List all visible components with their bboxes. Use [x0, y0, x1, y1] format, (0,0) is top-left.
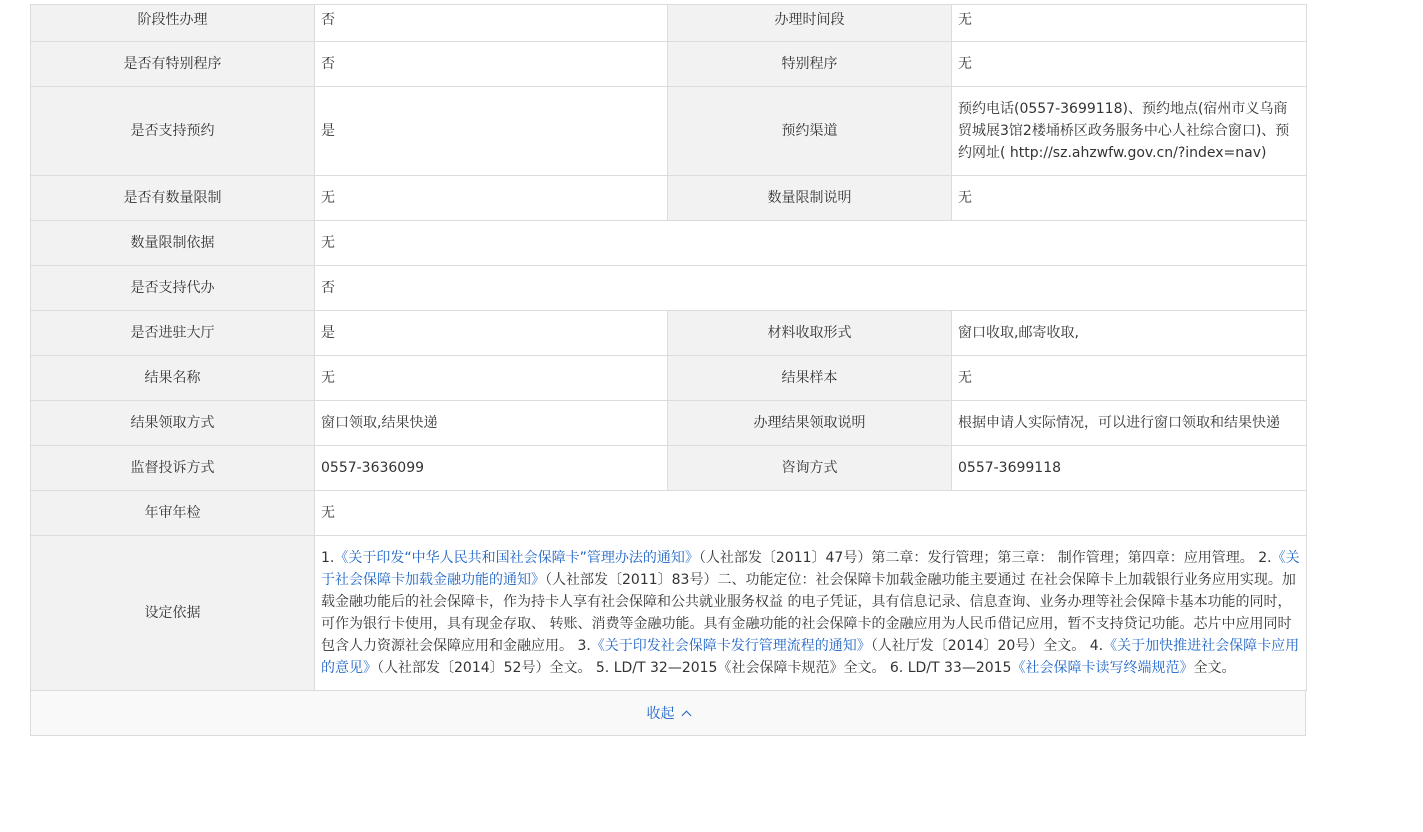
table-row: [31, 266, 1307, 311]
row-label: 监督投诉方式: [31, 446, 315, 491]
basis-text: （人社部发〔2014〕52号）全文。 5. LD/T 32—2015《社会保障卡规范》全文。 6. LD/T 33—2015: [377, 660, 1012, 676]
basis-link[interactable]: 《关于加快推进社会保障卡应用的意见》: [321, 638, 1300, 676]
row-label: 办理结果领取说明: [668, 401, 952, 446]
row-value: 否: [315, 5, 668, 42]
row-value: 否: [315, 42, 668, 87]
table-row: [31, 401, 1307, 446]
basis-link[interactable]: 《社会保障卡读写终端规范》: [1011, 660, 1194, 676]
row-label: 特别程序: [668, 42, 952, 87]
info-table: [30, 4, 1307, 691]
row-value: 无: [315, 221, 1307, 266]
table-row: [31, 446, 1307, 491]
row-label: 咨询方式: [668, 446, 952, 491]
row-value: 窗口收取,邮寄收取,: [952, 311, 1307, 356]
legal-basis-text: [315, 536, 1307, 691]
chevron-up-icon: [681, 710, 691, 720]
row-label: 是否支持预约: [31, 87, 315, 176]
row-label: 数量限制说明: [668, 176, 952, 221]
basis-text: （人社部发〔2011〕83号）二、功能定位：社会保障卡加载金融功能主要通过 在社会保障卡上加载银行业务应用实现。加载金融功能后的社会保障卡，作为持卡人享有社会保障和公共就业服务权益 的电子凭证，具有信息记录、信息查询、业务办理等社会保障卡基本功能的同时，可作为银行卡使用，具有现金存取、 转账、消费等金融功能。具有金融功能的社会保障卡的金融应用为人民币借记应用，暂不支持贷记功能。芯片中应用同时 包含人力资源社会保障应用和金融应用。 3.: [321, 572, 1296, 654]
row-label: 预约渠道: [668, 87, 952, 176]
consult-phone: 0557-3699118: [952, 446, 1307, 491]
reservation-channels: 预约电话(0557-3699118)、预约地点(宿州市义乌商贸城展3馆2楼埇桥区政务服务中心人社综合窗口)、预约网址( http://sz.ahzwfw.gov.cn/?index=nav): [952, 87, 1307, 176]
row-value: 窗口领取,结果快递: [315, 401, 668, 446]
table-row: [31, 536, 1307, 691]
basis-link[interactable]: 《关于印发社会保障卡发行管理流程的通知》: [590, 638, 871, 654]
basis-text: （人社厅发〔2014〕20号）全文。 4.: [870, 638, 1104, 654]
row-label: 材料收取形式: [668, 311, 952, 356]
row-value: 根据申请人实际情况，可以进行窗口领取和结果快递: [952, 401, 1307, 446]
basis-link[interactable]: 《关于社会保障卡加载金融功能的通知》: [321, 550, 1300, 588]
basis-text: （人社部发〔2011〕47号）第二章：发行管理；第三章： 制作管理；第四章：应用管理。 2.: [698, 550, 1272, 566]
table-row: [31, 5, 1307, 42]
collapse-label: 收起: [646, 706, 675, 722]
complaint-phone: 0557-3636099: [315, 446, 668, 491]
row-label: 是否有数量限制: [31, 176, 315, 221]
row-label: 数量限制依据: [31, 221, 315, 266]
table-row: [31, 42, 1307, 87]
basis-text: 1.: [321, 550, 335, 566]
collapse-button[interactable]: [30, 691, 1306, 736]
row-label: 是否有特别程序: [31, 42, 315, 87]
row-value: 无: [315, 356, 668, 401]
table-row: [31, 221, 1307, 266]
row-value: 无: [952, 356, 1307, 401]
row-label: 年审年检: [31, 491, 315, 536]
table-row: [31, 356, 1307, 401]
row-label: 结果领取方式: [31, 401, 315, 446]
table-row: [31, 491, 1307, 536]
row-label: 结果名称: [31, 356, 315, 401]
row-value: 无: [952, 5, 1307, 42]
table-row: [31, 87, 1307, 176]
row-value: 否: [315, 266, 1307, 311]
row-label: 是否进驻大厅: [31, 311, 315, 356]
row-label: 办理时间段: [668, 5, 952, 42]
table-row: [31, 176, 1307, 221]
row-value: 是: [315, 87, 668, 176]
basis-text: 全文。: [1193, 660, 1236, 676]
info-table-container: [30, 4, 1306, 736]
row-value: 无: [315, 176, 668, 221]
row-label: 是否支持代办: [31, 266, 315, 311]
row-label: 结果样本: [668, 356, 952, 401]
basis-link[interactable]: 《关于印发“中华人民共和国社会保障卡”管理办法的通知》: [334, 550, 699, 566]
row-value: 无: [952, 176, 1307, 221]
row-label: 设定依据: [31, 536, 315, 691]
row-value: 无: [315, 491, 1307, 536]
row-value: 无: [952, 42, 1307, 87]
row-value: 是: [315, 311, 668, 356]
table-row: [31, 311, 1307, 356]
row-label: 阶段性办理: [31, 5, 315, 42]
